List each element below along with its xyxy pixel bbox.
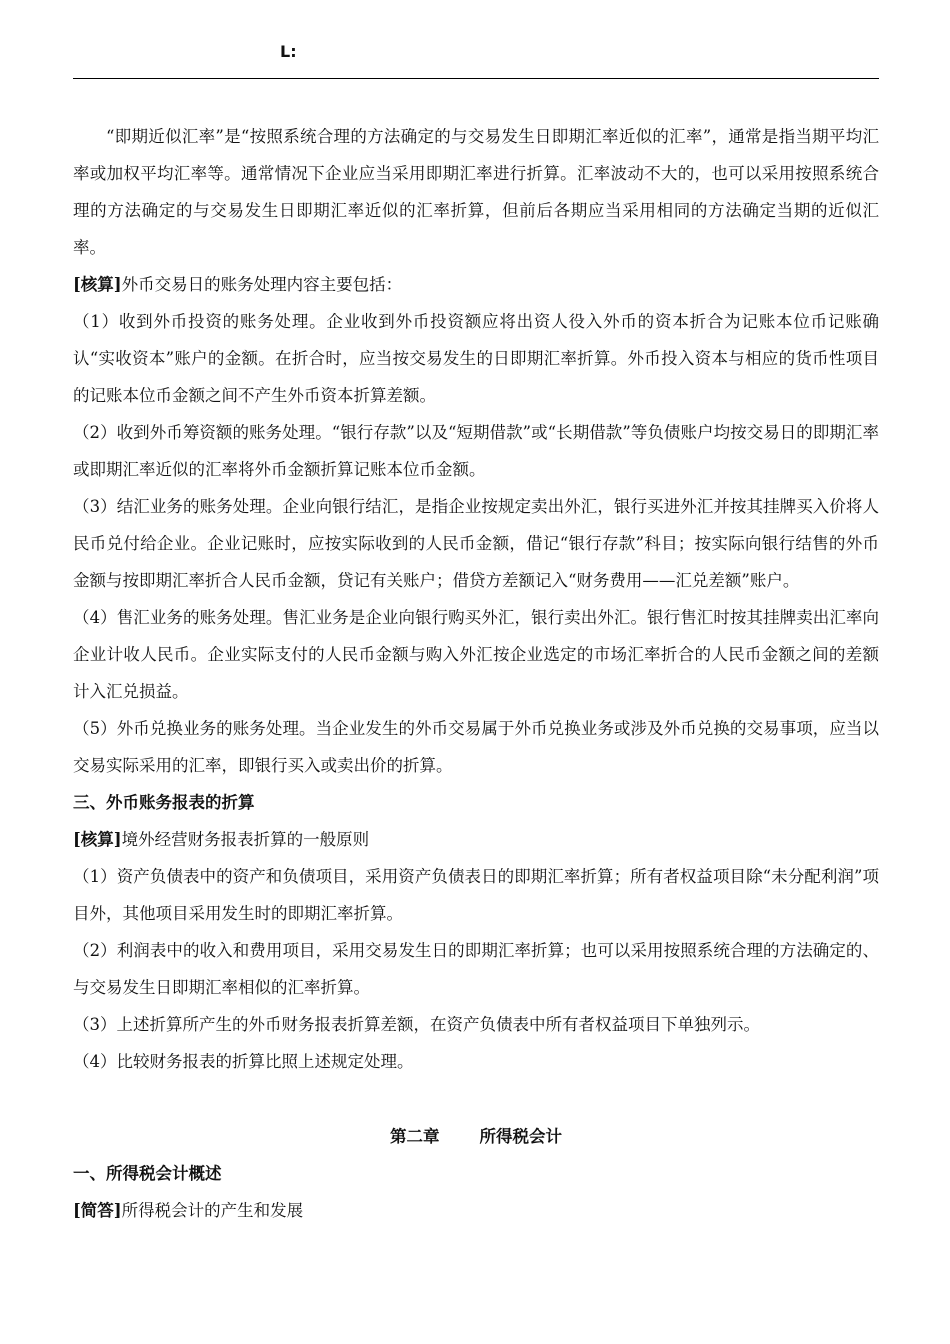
paragraph-translation-principles (73, 821, 879, 858)
chapter-title: 所得税会计 (479, 1127, 562, 1146)
header-rule (73, 78, 879, 79)
tag-jianda: [简答] (73, 1201, 122, 1220)
header-mark: L: (280, 42, 297, 61)
paragraph-short-answer (73, 1192, 879, 1229)
paragraph-text: 境外经营财务报表折算的一般原则 (121, 830, 370, 849)
document-body (73, 118, 879, 1229)
paragraph-item-3: （3）结汇业务的账务处理。企业向银行结汇，是指企业按规定卖出外汇，银行买进外汇并按其挂牌买入价将人民币兑付给企业。企业记账时，应按实际收到的人民币金额，借记“银行存款”科目；按实际向银行结售的外币金额与按即期汇率折合人民币金额，贷记有关账户；借贷方差额记入“财务费用——汇兑差额”账户。 (73, 497, 879, 590)
paragraph-principle-2: （2）利润表中的收入和费用项目，采用交易发生日的即期汇率折算；也可以采用按照系统合理的方法确定的、与交易发生日即期汇率相似的汇率折算。 (73, 941, 879, 997)
paragraph-approx-rate: “即期近似汇率”是“按照系统合理的方法确定的与交易发生日即期汇率近似的汇率”，通常是指当期平均汇率或加权平均汇率等。通常情况下企业应当采用即期汇率进行折算。汇率波动不大的，也可以采用按照系统合理的方法确定的与交易发生日即期汇率近似的汇率折算，但前后各期应当采用相同的方法确定当期的近似汇率。 (73, 127, 879, 257)
paragraph-principle-4: （4）比较财务报表的折算比照上述规定处理。 (73, 1052, 414, 1071)
tag-hesuan: [核算] (73, 830, 122, 849)
paragraph-item-5: （5）外币兑换业务的账务处理。当企业发生的外币交易属于外币兑换业务或涉及外币兑换的交易事项，应当以交易实际采用的汇率，即银行买入或卖出价的折算。 (73, 719, 879, 775)
paragraph-principle-3: （3）上述折算所产生的外币财务报表折算差额，在资产负债表中所有者权益项目下单独列示。 (73, 1015, 760, 1034)
paragraph-item-1: （1）收到外币投资的账务处理。企业收到外币投资额应将出资人役入外币的资本折合为记账本位币记账确认“实收资本”账户的金额。在折合时，应当按交易发生的日即期汇率折算。外币投入资本与相应的货币性项目的记账本位币金额之间不产生外币资本折算差额。 (73, 312, 879, 405)
tag-hesuan: [核算] (73, 275, 122, 294)
paragraph-item-2: （2）收到外币筹资额的账务处理。“银行存款”以及“短期借款”或“长期借款”等负债账户均按交易日的即期汇率或即期汇率近似的汇率将外币金额折算记账本位币金额。 (73, 423, 879, 479)
section-heading-1: 一、所得税会计概述 (73, 1164, 222, 1183)
section-heading-3: 三、外币账务报表的折算 (73, 793, 255, 812)
paragraph-principle-1: （1）资产负债表中的资产和负债项目，采用资产负债表日的即期汇率折算；所有者权益项目除“未分配利润”项目外，其他项目采用发生时的即期汇率折算。 (73, 867, 879, 923)
chapter-heading (73, 1118, 879, 1155)
paragraph-item-4: （4）售汇业务的账务处理。售汇业务是企业向银行购买外汇，银行卖出外汇。银行售汇时按其挂牌卖出汇率向企业计收人民币。企业实际支付的人民币金额与购入外汇按企业选定的市场汇率折合的人民币金额之间的差额计入汇兑损益。 (73, 608, 879, 701)
paragraph-accounting-items (73, 266, 879, 303)
paragraph-text: 外币交易日的账务处理内容主要包括： (121, 275, 403, 294)
chapter-number: 第二章 (390, 1127, 440, 1146)
paragraph-text: 所得税会计的产生和发展 (121, 1201, 304, 1220)
